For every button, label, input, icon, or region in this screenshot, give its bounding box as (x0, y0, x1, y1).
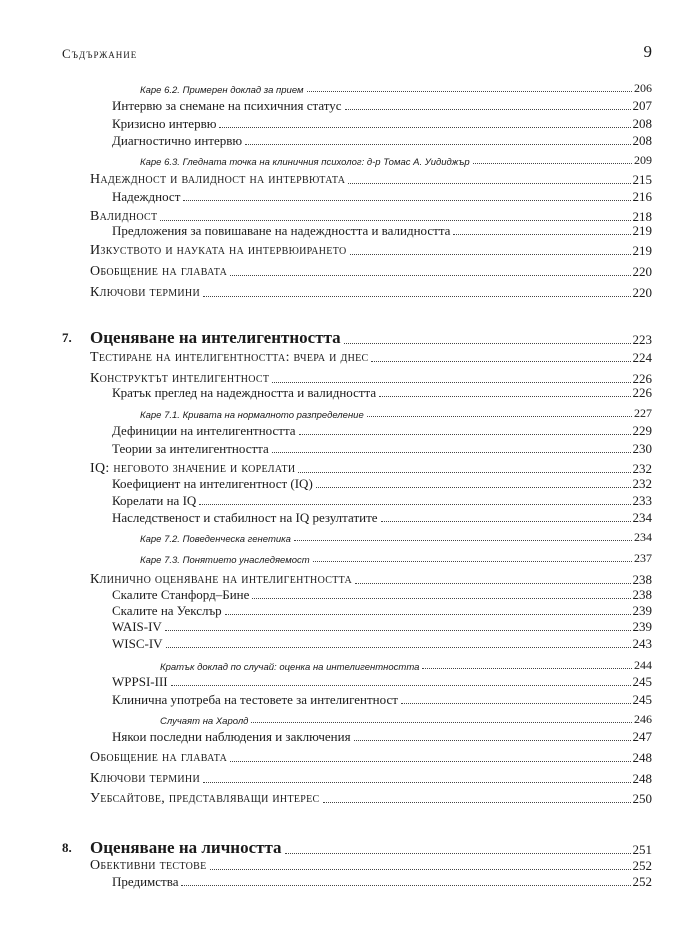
toc-entry-page: 226 (632, 385, 652, 400)
chapter-number: 8. (62, 840, 72, 855)
toc-entry-page: 232 (632, 476, 652, 491)
toc-entry[interactable] (112, 690, 652, 708)
toc-entry-page: 208 (632, 133, 652, 148)
toc-entry-label: Кратък доклад по случай: оценка на интелигентността (160, 662, 420, 673)
toc-entry-page: 237 (634, 551, 652, 565)
toc-entry-label: IQ: неговото значение и корелати (90, 461, 296, 476)
toc-entry-page: 251 (632, 842, 652, 857)
dot-leader (171, 685, 631, 686)
toc-entry-page: 223 (632, 332, 652, 347)
toc-chapter[interactable] (90, 836, 652, 858)
dot-leader (252, 598, 630, 599)
toc-entry-label: Обобщение на главата (90, 750, 228, 765)
toc-entry-label: Каре 7.3. Понятието унаследяемост (140, 555, 310, 566)
toc-entry-label: Кратък преглед на надеждността и валидността (112, 385, 377, 400)
toc-entry-page: 219 (632, 223, 652, 238)
dot-leader (371, 361, 630, 362)
toc-entry-page: 234 (634, 530, 652, 544)
dot-leader (165, 630, 631, 631)
toc-section[interactable] (90, 789, 652, 807)
dot-leader (345, 109, 631, 110)
toc-entry-page: 207 (632, 98, 652, 113)
toc-entry-label: Скалите на Уекслър (112, 603, 222, 618)
toc-entry-page: 229 (632, 423, 652, 438)
page-header (62, 42, 652, 66)
toc-entry-page: 206 (634, 81, 652, 95)
toc-entry-box[interactable] (140, 150, 652, 168)
dot-leader (323, 802, 631, 803)
dot-leader (298, 472, 630, 473)
dot-leader (473, 163, 632, 164)
dot-leader (272, 452, 631, 453)
toc-entry-page: 219 (632, 243, 652, 258)
dot-leader (166, 647, 631, 648)
toc-entry-label: Валидност (90, 209, 158, 224)
toc-entry-label: Кризисно интервю (112, 116, 217, 131)
toc-entry-page: 239 (632, 619, 652, 634)
toc-section[interactable] (90, 348, 652, 366)
toc-entry[interactable] (112, 383, 652, 401)
dot-leader (381, 521, 631, 522)
toc-entry-page: 224 (632, 350, 652, 365)
toc-entry[interactable] (112, 187, 652, 205)
toc-entry-label: Корелати на IQ (112, 493, 197, 508)
dot-leader (183, 200, 630, 201)
toc-entry-page: 230 (632, 441, 652, 456)
toc-entry-page: 238 (632, 572, 652, 587)
dot-leader (344, 343, 631, 344)
toc-entry-label: Ключови термини (90, 771, 200, 786)
dot-leader (299, 434, 631, 435)
dot-leader (316, 487, 631, 488)
toc-entry-page: 252 (632, 858, 652, 873)
dot-leader (355, 583, 630, 584)
toc-section[interactable] (90, 170, 652, 188)
dot-leader (203, 296, 631, 297)
toc-entry-page: 243 (632, 636, 652, 651)
dot-leader (203, 782, 631, 783)
toc-entry-page: 247 (632, 729, 652, 744)
toc-chapter[interactable] (90, 326, 652, 348)
toc-entry-label: Конструктът интелигентност (90, 371, 270, 386)
toc-entry[interactable] (112, 96, 652, 114)
dot-leader (379, 396, 630, 397)
dot-leader (422, 668, 632, 669)
toc-entry[interactable] (112, 634, 652, 652)
page-number: 9 (643, 42, 652, 61)
toc-entry[interactable] (112, 421, 652, 439)
toc-entry-page: 208 (632, 116, 652, 131)
toc-entry-box[interactable] (140, 403, 652, 421)
toc-entry[interactable] (112, 439, 652, 457)
toc-entry[interactable] (112, 491, 652, 509)
toc-entry[interactable] (112, 221, 652, 239)
toc-entry-page: 246 (634, 712, 652, 726)
toc-entry-label: Каре 6.3. Гледната точка на клиничния психолог: д-р Томас А. Уидиджър (140, 157, 470, 168)
toc-entry-label: Интервю за снемане на психичния статус (112, 98, 342, 113)
toc-entry[interactable] (112, 114, 652, 132)
toc-section[interactable] (90, 748, 652, 766)
toc-entry[interactable] (112, 474, 652, 492)
toc-entry-page: 226 (632, 371, 652, 386)
toc-entry-label: Обективни тестове (90, 858, 207, 873)
toc-entry-label: Теории за интелигентността (112, 441, 269, 456)
toc-entry-label: Ключови термини (90, 285, 200, 300)
toc-entry-label: Предимства (112, 874, 179, 889)
toc-entry-page: 248 (632, 771, 652, 786)
dot-leader (245, 144, 630, 145)
toc-section[interactable] (90, 769, 652, 787)
chapter-number: 7. (62, 330, 72, 345)
toc-entry-label: WPPSI-III (112, 674, 168, 689)
toc-entry-label: Коефициент на интелигентност (IQ) (112, 476, 313, 491)
toc-section[interactable] (90, 262, 652, 280)
toc-entry-label: Оценяване на интелигентността (90, 328, 341, 347)
toc-entry[interactable] (112, 131, 652, 149)
toc-entry-page: 234 (632, 510, 652, 525)
toc-entry-label: WISC-IV (112, 636, 163, 651)
toc-entry-label: Каре 7.1. Кривата на нормалното разпределение (140, 410, 364, 421)
toc-entry-label: Уебсайтове, представляващи интерес (90, 791, 320, 806)
toc-entry-label: WAIS-IV (112, 619, 162, 634)
toc-entry-page: 232 (632, 461, 652, 476)
toc-entry[interactable] (112, 672, 652, 690)
toc-entry-page: 248 (632, 750, 652, 765)
toc-entry-box[interactable] (140, 78, 652, 96)
toc-entry-page: 218 (632, 209, 652, 224)
dot-leader (350, 254, 631, 255)
toc-entry-page: 233 (632, 493, 652, 508)
dot-leader (285, 853, 631, 854)
dot-leader (307, 91, 632, 92)
toc-entry[interactable] (112, 508, 652, 526)
toc-entry-label: Диагностично интервю (112, 133, 243, 148)
toc-entry-box[interactable] (140, 548, 652, 566)
dot-leader (251, 722, 632, 723)
dot-leader (181, 885, 630, 886)
toc-entry-label: Предложения за повишаване на надеждността и валидността (112, 223, 451, 238)
toc-entry-label: Надеждност (112, 189, 181, 204)
toc-section[interactable] (90, 283, 652, 301)
dot-leader (354, 740, 631, 741)
toc-entry[interactable] (112, 617, 652, 635)
dot-leader (199, 504, 630, 505)
toc-entry-label: Дефиниции на интелигентността (112, 423, 296, 438)
dot-leader (210, 869, 631, 870)
toc-entry-label: Каре 6.2. Примерен доклад за прием (140, 85, 304, 96)
toc-entry-page: 220 (632, 264, 652, 279)
toc-entry-page: 252 (632, 874, 652, 889)
toc-entry-label: Обобщение на главата (90, 264, 228, 279)
toc-entry-page: 227 (634, 406, 652, 420)
toc-entry-page: 220 (632, 285, 652, 300)
toc-entry-label: Клинична употреба на тестовете за интелигентност (112, 692, 398, 707)
toc-entry-label: Скалите Станфорд–Бине (112, 587, 250, 602)
dot-leader (230, 761, 630, 762)
dot-leader (294, 540, 632, 541)
toc-entry-label: Надеждност и валидност на интервютата (90, 172, 346, 187)
toc-entry-page: 250 (632, 791, 652, 806)
toc-entry-page: 239 (632, 603, 652, 618)
toc-entry-label: Наследственост и стабилност на IQ резултатите (112, 510, 378, 525)
dot-leader (230, 275, 630, 276)
toc-entry-label: Клинично оценяване на интелигентността (90, 572, 353, 587)
toc-entry-page: 209 (634, 153, 652, 167)
dot-leader (219, 127, 630, 128)
toc-entry-label: Оценяване на личността (90, 838, 282, 857)
dot-leader (367, 416, 632, 417)
running-head: Съдържание (62, 46, 138, 61)
toc-entry-box[interactable] (160, 655, 652, 673)
dot-leader (348, 183, 630, 184)
toc-entry-page: 216 (632, 189, 652, 204)
toc-entry-page: 245 (632, 674, 652, 689)
toc-entry-box[interactable] (160, 709, 652, 727)
toc-entry-page: 238 (632, 587, 652, 602)
toc-section[interactable] (90, 241, 652, 259)
dot-leader (453, 234, 630, 235)
toc-entry-page: 215 (632, 172, 652, 187)
toc-entry[interactable] (112, 872, 652, 890)
toc-entry[interactable] (112, 727, 652, 745)
toc-entry-label: Каре 7.2. Поведенческа генетика (140, 534, 291, 545)
toc-entry-box[interactable] (140, 527, 652, 545)
toc-entry-page: 244 (634, 658, 652, 672)
toc-entry-label: Някои последни наблюдения и заключения (112, 729, 351, 744)
toc-entry-label: Случаят на Харолд (160, 716, 249, 727)
toc-entry-label: Тестиране на интелигентността: вчера и днес (90, 350, 369, 365)
toc-entry-label: Изкуството и науката на интервюирането (90, 243, 347, 258)
dot-leader (313, 561, 632, 562)
toc-entry-page: 245 (632, 692, 652, 707)
dot-leader (401, 703, 631, 704)
dot-leader (225, 614, 631, 615)
